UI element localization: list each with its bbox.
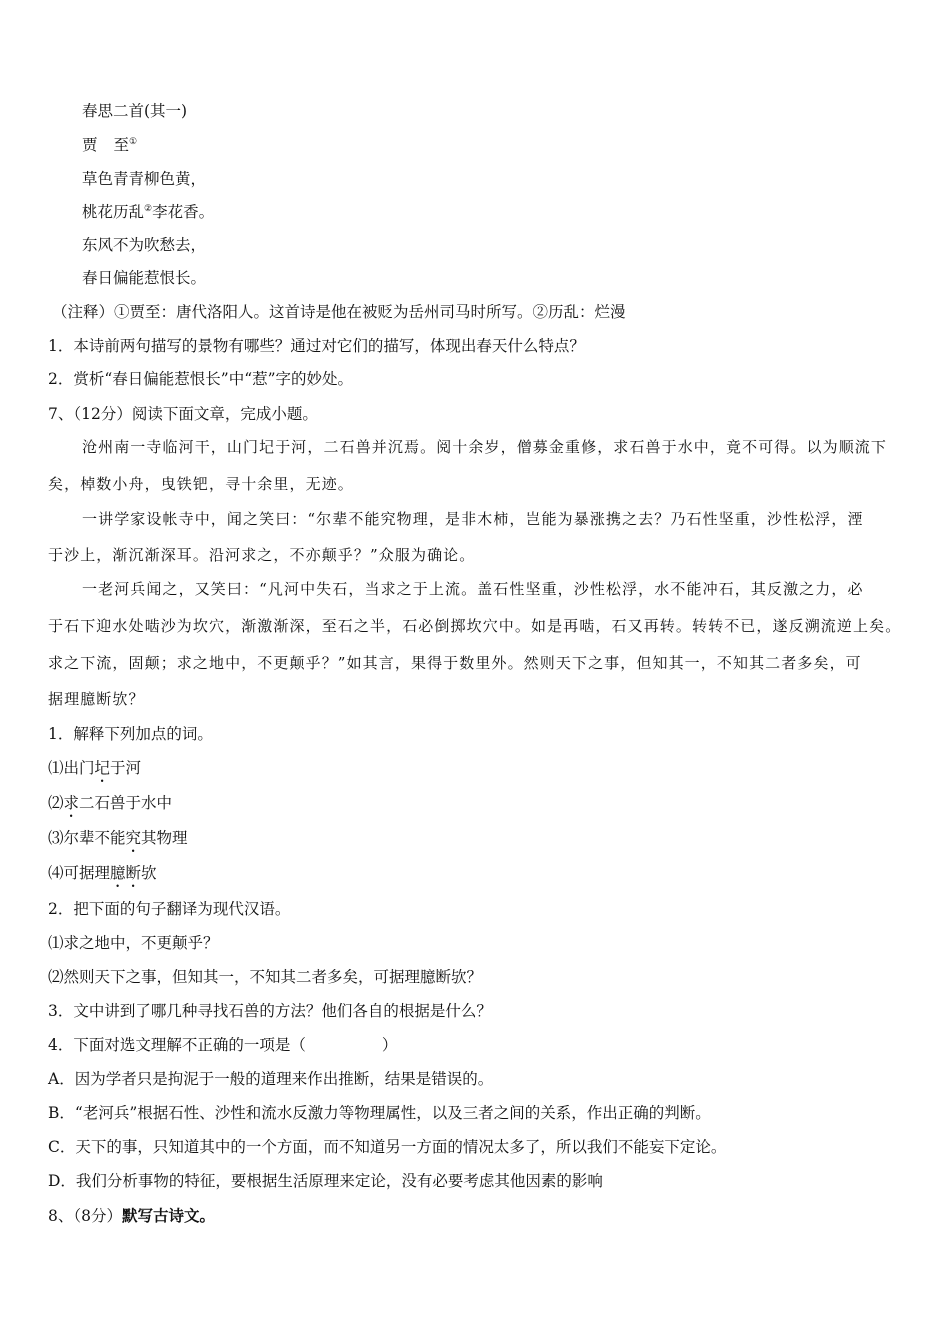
- dotted-word: 究: [125, 829, 142, 847]
- subq-4-close-paren: ）: [381, 1036, 398, 1054]
- poem-title: 春思二首(其一): [82, 102, 188, 120]
- subquestion-2-b: ⑵然则天下之事，但知其一，不知其二者多矣，可据理臆断欤？: [48, 968, 483, 986]
- poem-line-3: 东风不为吹愁去，: [82, 236, 207, 254]
- poem-line-1: 草色青青柳色黄，: [82, 170, 207, 188]
- question-6-2: 2．赏析“春日偏能惹恨长”中“惹”字的妙处。: [48, 370, 354, 388]
- passage-p1-line-2: 矣，棹数小舟，曳铁钯，寻十余里，无迹。: [48, 475, 354, 493]
- dotted-word: 圮: [94, 759, 111, 777]
- question-6-1: 1．本诗前两句描写的景物有哪些？通过对它们的描写，体现出春天什么特点？: [48, 337, 585, 355]
- poem-line-2: [82, 202, 214, 222]
- subquestion-3: 3．文中讲到了哪几种寻找石兽的方法？他们各自的根据是什么？: [48, 1002, 492, 1020]
- poem-line-2-part-a: 桃花历乱: [82, 203, 145, 221]
- passage-p1-line-1: 沧州南一寺临河干，山门圮于河，二石兽并沉焉。阅十余岁，僧募金重修，求石兽于水中，竟不可得。以为顺流下: [82, 438, 888, 456]
- subquestion-2-a: ⑴求之地中，不更颠乎？: [48, 934, 219, 952]
- option-d: D．我们分析事物的特征，要根据生活原理来定论，没有必要考虑其他因素的影响: [48, 1172, 603, 1190]
- passage-p2-line-1: 一讲学家设帐寺中，闻之笑曰：“尔辈不能究物理，是非木柿，岂能为暴涨携之去？乃石性坚重，沙性松浮，湮: [82, 510, 864, 528]
- dotted-word: 臆断: [110, 864, 142, 882]
- passage-p3-line-1: 一老河兵闻之，又笑曰：“凡河中失石，当求之于上流。盖石性坚重，沙性松浮，水不能冲石，其反激之力，必: [82, 580, 864, 598]
- subquestion-1-b: [48, 793, 172, 821]
- subq-1a-text: 于河: [110, 759, 142, 777]
- subq-1b-text: ⑵: [48, 794, 64, 812]
- option-b: B．“老河兵”根据石性、沙性和流水反激力等物理属性，以及三者之间的关系，作出正确的判断。: [48, 1104, 711, 1122]
- question-8-instruction: 默写古诗文。: [121, 1206, 215, 1225]
- subquestion-2: 2．把下面的句子翻译为现代汉语。: [48, 900, 291, 918]
- question-7-header: 7、（12分）阅读下面文章，完成小题。: [48, 405, 318, 423]
- poem-footnote-mark: ②: [144, 204, 153, 214]
- passage-p2-line-2: 于沙上，渐沉渐深耳。沿河求之，不亦颠乎？”众服为确论。: [48, 546, 476, 564]
- subq-4-text: 4．下面对选文理解不正确的一项是（: [48, 1036, 306, 1054]
- subquestion-1-a: [48, 758, 141, 786]
- author-given-name: 至: [113, 136, 130, 154]
- question-8-prefix: 8、（8分）: [48, 1207, 122, 1225]
- subquestion-4: [48, 1035, 397, 1055]
- author-surname: 贾: [82, 136, 98, 154]
- subq-1c-text: 其物理: [141, 829, 188, 847]
- author-footnote-mark: ①: [129, 137, 138, 147]
- option-a: A．因为学者只是拘泥于一般的道理来作出推断，结果是错误的。: [48, 1070, 494, 1088]
- poem-line-4: 春日偏能惹恨长。: [82, 269, 207, 287]
- dotted-word: 求: [63, 794, 80, 812]
- subq-1b-text: 二石兽于水中: [79, 794, 173, 812]
- passage-p3-line-3: 求之下流，固颠；求之地中，不更颠乎？”如其言，果得于数里外。然则天下之事，但知其一，不知其二者多矣，可: [48, 654, 862, 672]
- subq-1c-text: ⑶尔辈不能: [48, 829, 126, 847]
- poem-author: [82, 135, 137, 155]
- subquestion-1-c: [48, 828, 188, 856]
- subq-1d-text: ⑷可据理: [48, 864, 111, 882]
- poem-annotation: （注释）①贾至：唐代洛阳人。这首诗是他在被贬为岳州司马时所写。②历乱：烂漫: [52, 303, 626, 321]
- option-c: C．天下的事，只知道其中的一个方面，而不知道另一方面的情况太多了，所以我们不能妄下定论。: [48, 1138, 727, 1156]
- passage-p3-line-4: 据理臆断欤？: [48, 690, 145, 708]
- subq-1a-text: ⑴出门: [48, 759, 95, 777]
- poem-line-2-part-b: 李花香。: [152, 203, 215, 221]
- subquestion-1: 1．解释下列加点的词。: [48, 725, 213, 743]
- question-8-header: [48, 1206, 215, 1226]
- subq-1d-text: 欤: [141, 864, 157, 882]
- subquestion-1-d: [48, 863, 157, 891]
- passage-p3-line-2: 于石下迎水处啮沙为坎穴，渐激渐深，至石之半，石必倒掷坎穴中。如是再啮，石又再转。转转不已，遂反溯流逆上矣。: [48, 617, 902, 635]
